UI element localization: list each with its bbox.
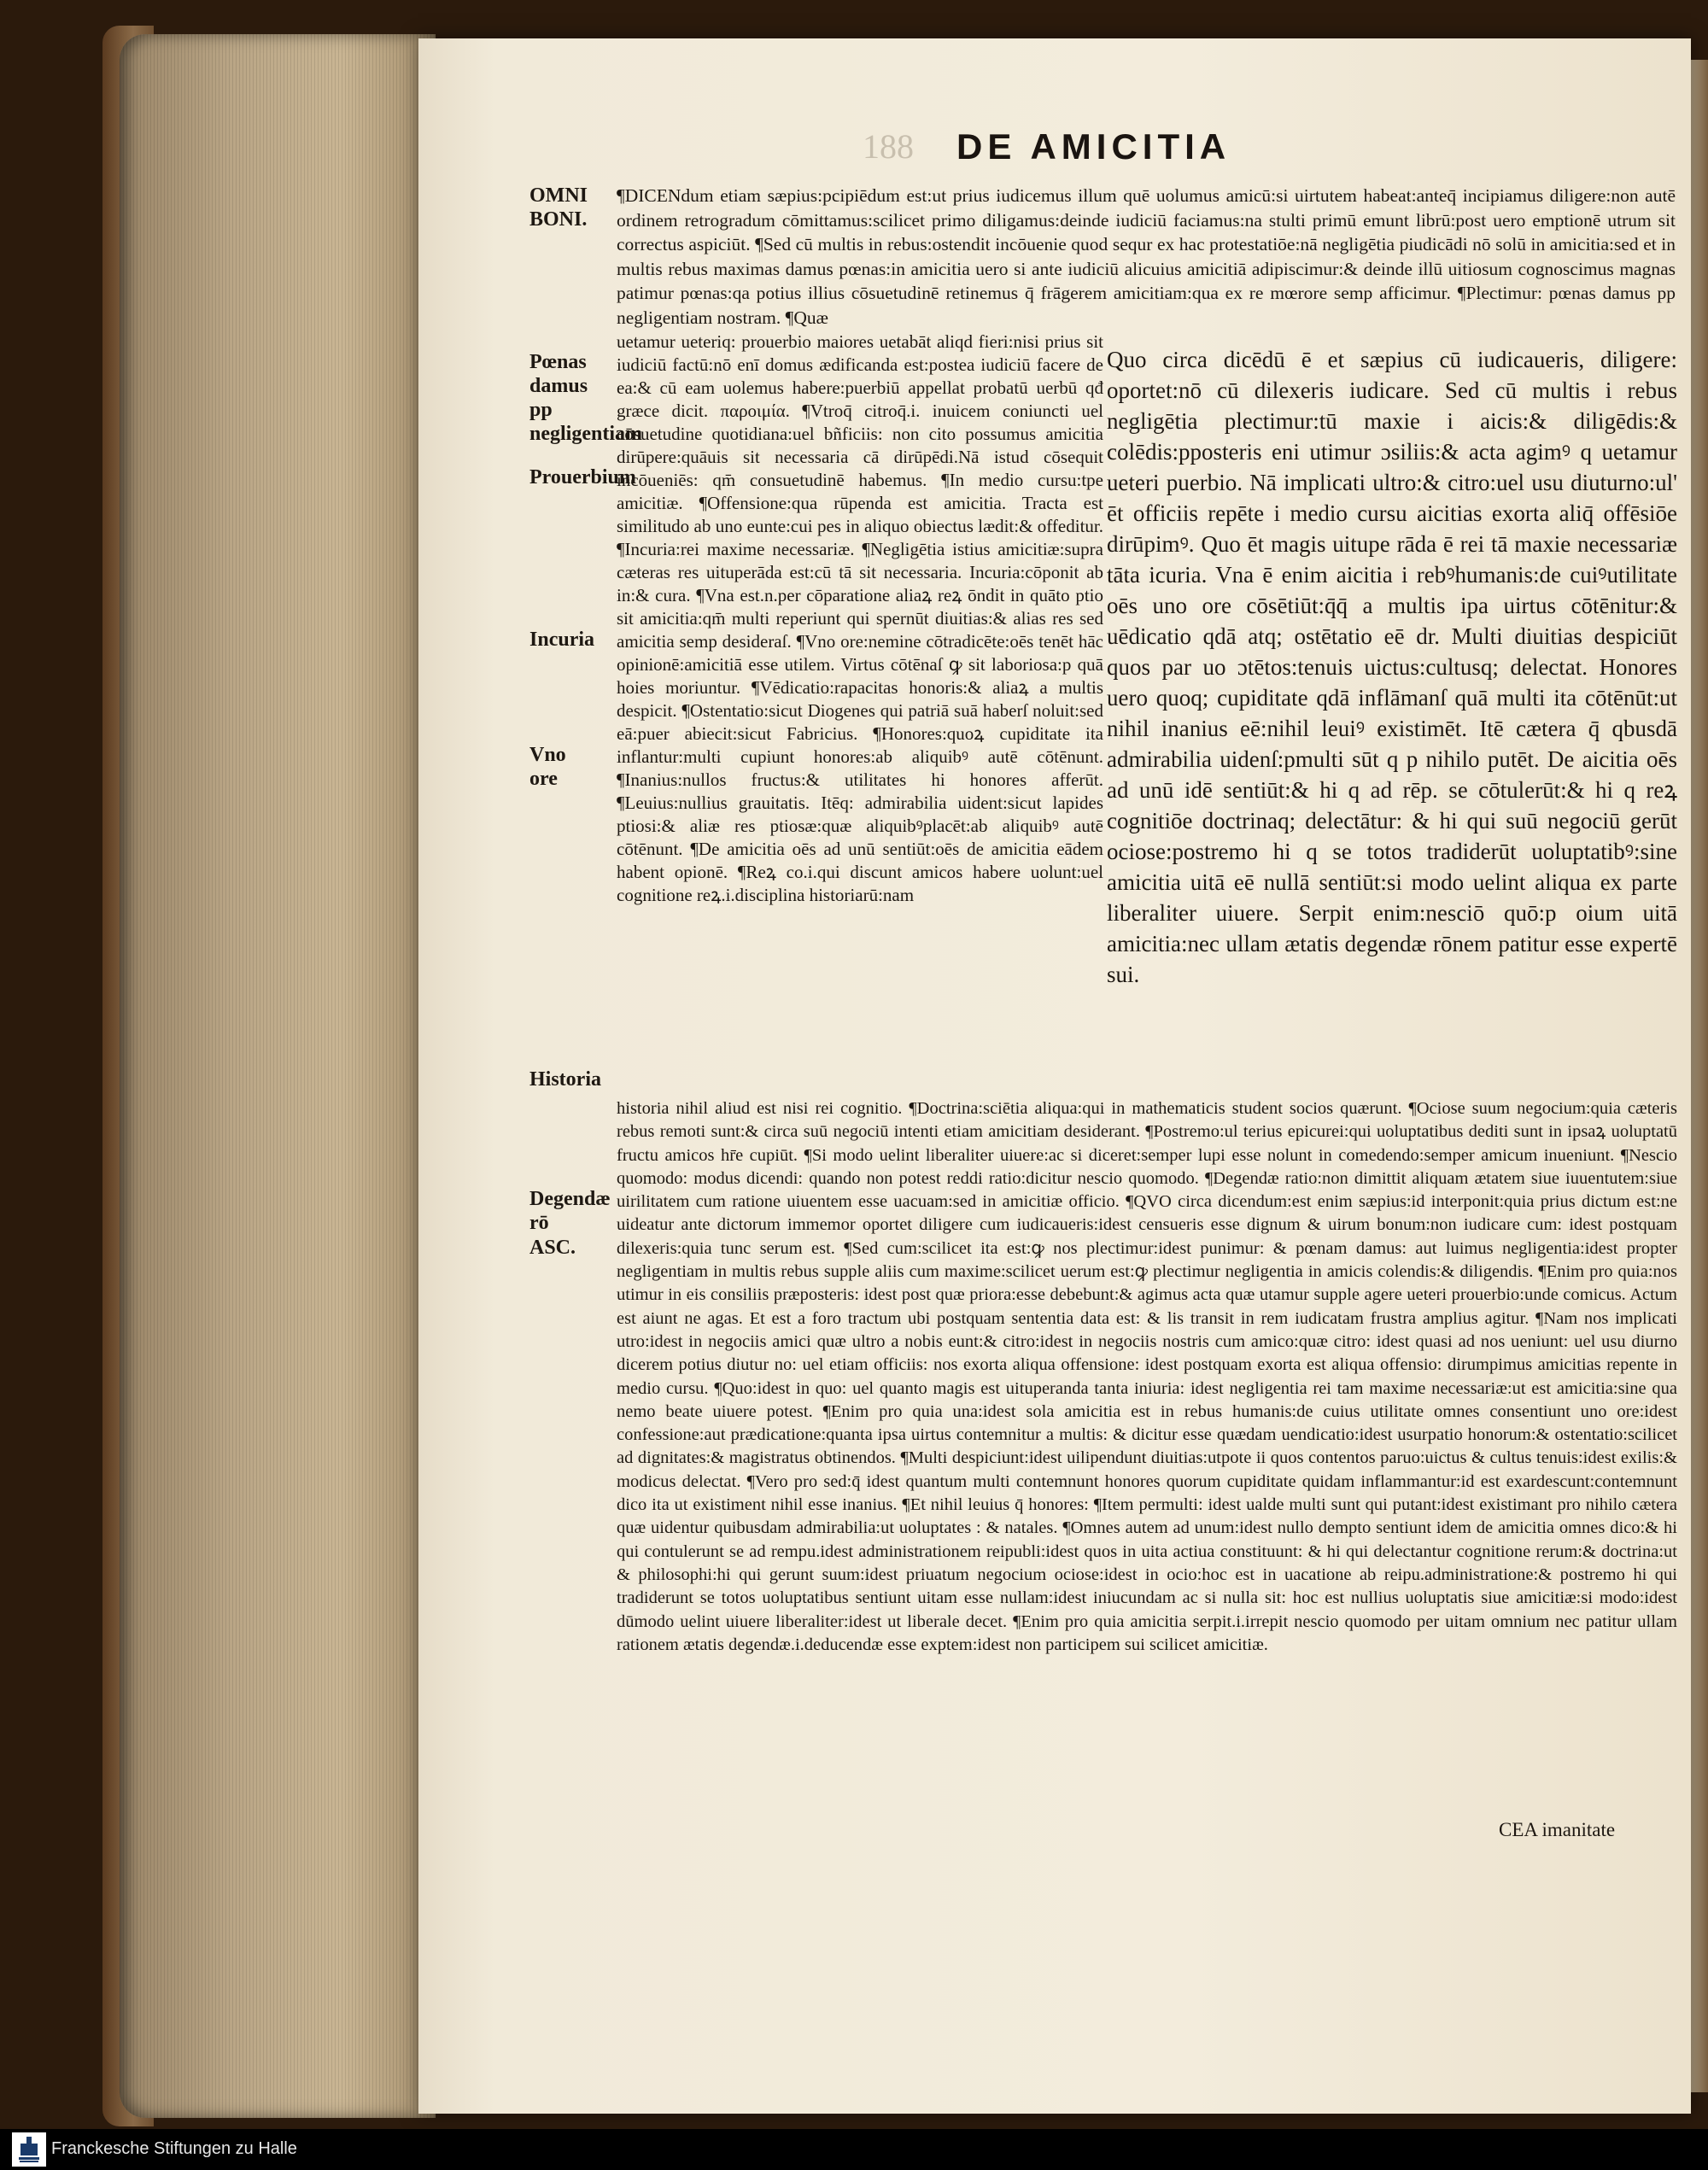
book-page-edges bbox=[120, 34, 436, 2118]
running-head: DE AMICITIA bbox=[956, 126, 1231, 167]
margin-note: Prouerbium bbox=[529, 466, 636, 488]
margin-note: ASC. bbox=[529, 1237, 576, 1259]
margin-note: Historia bbox=[529, 1068, 601, 1091]
commentary-left-column: uetamur ueteriq: prouerbio maiores uetabāt aliqd fieri:nisi prius sit iudiciū factū:nō enī domus ædificanda est:postea iudiciū facere de ea:& cū eam uolemus habere:puerbiū appellat probatū uerbū qđ græce dicit. παροιμία. ¶Vtroq̄ citroq̄.i. inuicem coniuncti uel cōsuetudine quotidiana:uel bñficiis: non cito possumus amicitia dirūpere:quāuis sit necessaria cā dirūpēdi.Nā istud cōsequit incōueniēs: qm̄ consuetudinē habemus. ¶In medio cursu:tpe amicitiæ. ¶Offensione:qua rūpenda est amicitia. Tracta est similitudo ab uno eunte:cui pes in aliquo obiectus lædit:& offeditur. ¶Incuria:rei maxime necessariæ. ¶Negligētia istius amicitiæ:supra cæteras res uituperāda est:cū tā sit necessaria. Incuria:cōponit ab in:& cura. ¶Vna est.n.per cōparatione aliaꝝ reꝝ ōndit in quāto ptio sit amicitia:qm̄ multi reperiunt qui spernūt diuitias:& alias res sed amicitia semp desideraſ. ¶Vno ore:nemine cōtradicēte:oēs tenēt hāc opinionē:amicitiā esse utilem. Virtus cōtēnaſ ꝙ sit laboriosa:p quā hoies moriuntur. ¶Vēdicatio:rapacitas honoris:& aliaꝝ a multis despicit. ¶Ostentatio:sicut Diogenes qui patriā suā haberſ noluit:sed eā:puer abiecit:sicut Fabricius. ¶Honores:quoꝝ cupiditate ita inflantur:multi cupiunt honores:ab aliquibꝰ autē cōtēnunt. ¶Inanius:nullos fructus:& utilitates hi honores afferūt. ¶Leuius:nullius grauitatis. Itēq: admirabilia uident:sicut lapides ptiosi:& aliæ res ptiosæ:quæ aliquibꝰplacēt:ab aliquibꝰ autē cōtēnunt. ¶De amicitia oēs ad unū sentiūt:oēs de amicitia eādem habent opionē. ¶Reꝝ co.i.qui discunt amicos habere uolunt:uel cognitione reꝝ.i.disciplina historiarū:nam bbox=[617, 331, 1103, 905]
commentary-top: ¶DICENdum etiam sæpius:pcipiēdum est:ut prius iudicemus illum quē uolumus amicū:si uirtutem habeat:anteq̄ incipiamus diligere:non autē ordinem retrogradum cōmittamus:scilicet primo diligamus:deinde iudiciū faciamus:na stulti primū emunt librū:post uero emptionē utrum sit correctus aspiciūt. ¶Sed cū multis in rebus:ostendit incōuenie quod sequr ex hac protestatiōe:nā negligētia piudicādi nō solū in amicitia:sed et in multis rebus maximas damus pœnas:in amicitia uero si ante iudiciū alicuius amicitiā adipiscimur:& deinde illū uitiosum cognoscimus magnas patimur pœnas:qa potius illius cōsuetudinē retinemus q̄ frāgerem amicitiam:qua ex re mœrore semp afficimur. ¶Plectimur: pœnas damus pp negligentiam nostram. ¶Quæ bbox=[617, 185, 1676, 328]
commentary-bottom: historia nihil aliud est nisi rei cognitio. ¶Doctrina:sciētia aliqua:qui in mathematicis student socios quærunt. ¶Ociose suum negocium:quia cæteris rebus remoti sunt:& circa suū negociū intenti etiam amicitiam desiderant. ¶Postremo:ul terius epicurei:qui uoluptatibus dediti sunt in ipsaꝝ uoluptatū fructu amicos hr̄e cupiūt. ¶Si modo uelint liberaliter uiuere:ac si diceret:semper lupi esse nolunt in comedendo:semper amicum inueniunt. ¶Nescio quomodo: modus dicendi: quando non potest reddi ratio:dicitur nescio quomodo. ¶Degendæ ratio:non dimittit aliquam ætatem siue iuuentutem:siue uirilitatem cum ratione uiuentem esse uacuam:sed in amicitiæ officio. ¶QVO circa dicendum:est enim sæpius:id interponit:quia prius dictum est:ne uideatur ante dictorum immemor oportet diligere cum iudicaueris:idest censueris esse dignum & uirum bonum:non iudicare cum: idest postquam dilexeris:quia tunc serum est. ¶Sed cum:scilicet ita est:ꝙ nos plectimur:idest punimur: & pœnam damus: aut luimus negligentia:idest propter negligentiam in multis rebus supple aliis cum maxime:scilicet uerum est:ꝙ plectimur negligentia in amicis colendis:& diligendis. ¶Enim pro quia:nos utimur in eis consiliis præposteris: idest post quæ priora:esse debebunt:& agimus acta quæ utamur supple agere ueteri prouerbio:unde comicus. Actum est aiunt ne agas. Et est a foro tractum ubi postquam sententia data est: & lis transit in rem iudicatam frustra amplius agitur. ¶Nam nos implicati utro:idest in negociis amici quæ ultro a nobis eunt:& citro:idest in negociis nostris cum amico:quæ citro: idest quasi ad nos ueniunt: uel usu diurno dicerem potius diutur no: uel etiam officiis: nos exorta aliqua offensione: idest postquam exorta est aliqua offensio: dirumpimus amicitias repente in medio cursu. ¶Quo:idest in quo: uel quanto magis est uituperanda tanta iniuria: idest negligentia rei tam maxime necessariæ:ut est amicitia:sine qua nemo beate uiuere potest. ¶Enim pro quia una:idest sola amicitia est in rebus humanis:de cuius utilitate omnes consentiunt uno ore:idest confessione:aut prædicatione:quanta ipsa uirtus contemnitur a multis: & dicitur esse quædam uendicatio:idest usurpatio honorum:& ostentatio:scilicet ad dignitates:& magistratus obtinendos. ¶Multi despiciunt:idest uilipendunt diuitias:utpote ii quos contentos paruo:uictus & cultus tenuis:idest exilis:& modicus delectat. ¶Vero pro sed:q̄ idest quantum multi contemnunt honores quorum cupiditate quidam inflammantur:id est exardescunt:contemnunt dico ita ut existiment nihil esse inanius. ¶Et nihil leuius q̄ honores: ¶Item permulti: idest ualde multi sunt qui putant:idest existimant pro nihilo cætera quæ uidentur quibusdam admirabilia:ut uoluptates : & natales. ¶Omnes autem ad unum:idest nullo dempto sentiunt idem de amicitia omnes dico:& hi qui contulerunt se ad rempu.idest administrationem reipubli:idest quos in uita actiua constituunt: & hi qui delectantur cognitione rerum:& doctrina:ut & philosophi:hi qui gerunt suum:idest priuatum negocium ociose:idest in ocio:hoc est in uacatione ab reipu.administratione:& postremo hi qui tradiderunt se totos uoluptatibus sentiunt uitam esse nullam:idest iniucundam ac si nulla sit: hoc est nullius uoluptatis siue amicitiæ:si modo:idest dūmodo uelint uiuere liberaliter:idest ut liberale decet. ¶Enim pro quia amicitia serpit.i.irrepit nescio quomodo per uitam omnium nec patitur ullam rationem ætatis degendæ.i.deducendæ esse exptem:idest non participem sui scilicet amicitiæ. bbox=[617, 1099, 1677, 1654]
catchword: CEA imanitate bbox=[1499, 1819, 1616, 1840]
margin-note: OMNI BONI. bbox=[529, 184, 588, 231]
margin-notes bbox=[529, 184, 642, 1294]
bleed-through-page-number: 188 bbox=[863, 127, 914, 166]
margin-note: Degendæ rō bbox=[529, 1188, 611, 1234]
margin-note: Incuria bbox=[529, 629, 595, 651]
main-text: Quo circa dicēdū ē et sæpius cū iudicaueris, diligere: oportet:nō cū dilexeris iudicare. Sed cū multis i rebus negligētia plectimur:tū maxie i aicis:& diligēdis:& colēdis:pposteris eni utimur ɔsiliis:& acta agimꝰ q uetamur ueteri puerbio. Nā implicati ultro:& citro:uel usu diuturno:ul' ēt officiis repēte i medio cursu aicitias exorta aliq̄ offēsiōe dirūpimꝰ. Quo ēt magis uitupe rāda ē rei tā maxie necessariæ tāta icuria. Vna ē enim aicitia i rebꝰhumanis:de cuiꝰutilitate oēs uno ore cōsētiūt:q̄q̄ a multis ipa uirtus cōtēnitur:& uēdicatio qdā atq; ostētatio eē dr. Multi diuitias despiciūt quos par uo ɔtētos:tenuis uictus:cultusq; delectat. Honores uero quoq; cupiditate qdā inflāmanſ quā multi ita cōtēnūt:ut nihil inanius eē:nihil leuiꝰ existimēt. Itē cætera q̄ qbusdā admirabilia uidenſ:pmulti sūt q p nihilo putēt. De aicitia oēs ad unū idē sentiūt:& hi q ad rēp. se cōtulerūt:& hi q reꝝ cognitiōe doctrinaq; delectātur: & hi qui suū negociū gerūt ociose:postremo hi q se totos tradiderūt uoluptatibꝰ:sine amicitia uitā eē nullā sentiūt:si modo uelint aliqua ex parte liberaliter uiuere. Serpit enim:nesciō quō:p oium uitā amicitia:nec ullam ætatis degendæ rōnem patitur esse expertē sui. bbox=[1107, 347, 1677, 987]
margin-note: Vno ore bbox=[529, 744, 566, 790]
footer-bar bbox=[0, 2129, 1708, 2170]
institution-logo-icon bbox=[12, 2132, 46, 2167]
institution-name: Franckesche Stiftungen zu Halle bbox=[51, 2139, 297, 2158]
margin-note: Pœnas damus pp negligentiam bbox=[529, 351, 642, 445]
